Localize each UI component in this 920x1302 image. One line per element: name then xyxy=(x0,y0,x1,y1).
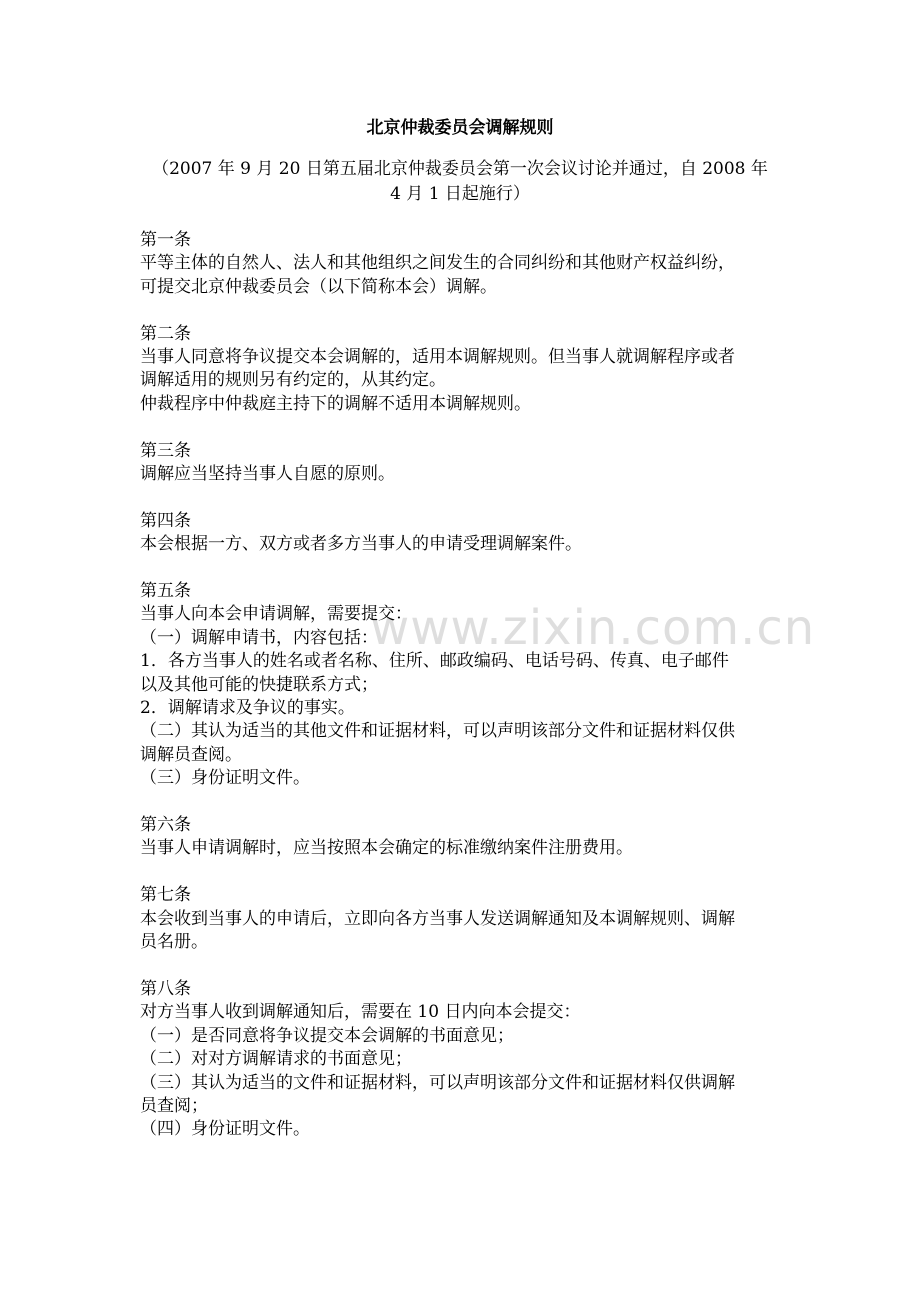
article-line: （三）身份证明文件。 xyxy=(140,768,310,789)
article-line: 调解应当坚持当事人自愿的原则。 xyxy=(140,464,395,485)
article-line: 本会根据一方、双方或者多方当事人的申请受理调解案件。 xyxy=(140,534,582,555)
article-section xyxy=(140,510,785,557)
article-line: 员查阅； xyxy=(140,1095,208,1116)
article-heading: 第五条 xyxy=(140,581,191,602)
article-line: 调解员查阅。 xyxy=(140,744,242,765)
article-line: 2．调解请求及争议的事实。 xyxy=(140,698,355,719)
document-subtitle xyxy=(140,157,780,207)
watermark: www.zixin.com.cn xyxy=(370,600,816,656)
article-line: 可提交北京仲裁委员会（以下简称本会）调解。 xyxy=(140,276,497,297)
article-line: 当事人同意将争议提交本会调解的，适用本调解规则。但当事人就调解程序或者 xyxy=(140,347,735,368)
article-line: 当事人申请调解时，应当按照本会确定的标准缴纳案件注册费用。 xyxy=(140,838,633,859)
articles-body xyxy=(140,229,785,1165)
article-line: 1．各方当事人的姓名或者名称、住所、邮政编码、电话号码、传真、电子邮件 xyxy=(140,651,729,672)
article-line: 调解适用的规则另有约定的，从其约定。 xyxy=(140,370,446,391)
article-line: 仲裁程序中仲裁庭主持下的调解不适用本调解规则。 xyxy=(140,393,531,414)
article-heading: 第六条 xyxy=(140,815,191,836)
article-section xyxy=(140,814,785,861)
article-line: （一）是否同意将争议提交本会调解的书面意见； xyxy=(140,1025,514,1046)
article-section xyxy=(140,440,785,487)
document-title: 北京仲裁委员会调解规则 xyxy=(366,118,554,138)
article-section xyxy=(140,978,785,1142)
article-line: 员名册。 xyxy=(140,932,208,953)
article-heading: 第七条 xyxy=(140,885,191,906)
article-line: 对方当事人收到调解通知后，需要在 10 日内向本会提交： xyxy=(140,1002,581,1023)
article-heading: 第三条 xyxy=(140,440,191,461)
article-section xyxy=(140,323,785,417)
article-section xyxy=(140,580,785,791)
article-line: 本会收到当事人的申请后，立即向各方当事人发送调解通知及本调解规则、调解 xyxy=(140,908,735,929)
article-section xyxy=(140,229,785,299)
article-line: （一）调解申请书，内容包括： xyxy=(140,627,378,648)
article-line: 以及其他可能的快捷联系方式； xyxy=(140,674,378,695)
article-line: （三）其认为适当的文件和证据材料，可以声明该部分文件和证据材料仅供调解 xyxy=(140,1072,735,1093)
article-heading: 第二条 xyxy=(140,323,191,344)
article-heading: 第四条 xyxy=(140,510,191,531)
article-line: （二）对对方调解请求的书面意见； xyxy=(140,1049,412,1070)
article-line: （四）身份证明文件。 xyxy=(140,1119,310,1140)
article-line: 当事人向本会申请调解，需要提交： xyxy=(140,604,412,625)
article-heading: 第八条 xyxy=(140,978,191,999)
subtitle-line: （2007 年 9 月 20 日第五届北京仲裁委员会第一次会议讨论并通过，自 2008 年 xyxy=(152,159,768,179)
subtitle-line: 4 月 1 日起施行） xyxy=(390,184,530,204)
article-section xyxy=(140,884,785,954)
article-line: （二）其认为适当的其他文件和证据材料，可以声明该部分文件和证据材料仅供 xyxy=(140,721,735,742)
article-line: 平等主体的自然人、法人和其他组织之间发生的合同纠纷和其他财产权益纠纷， xyxy=(140,253,735,274)
article-heading: 第一条 xyxy=(140,230,191,250)
